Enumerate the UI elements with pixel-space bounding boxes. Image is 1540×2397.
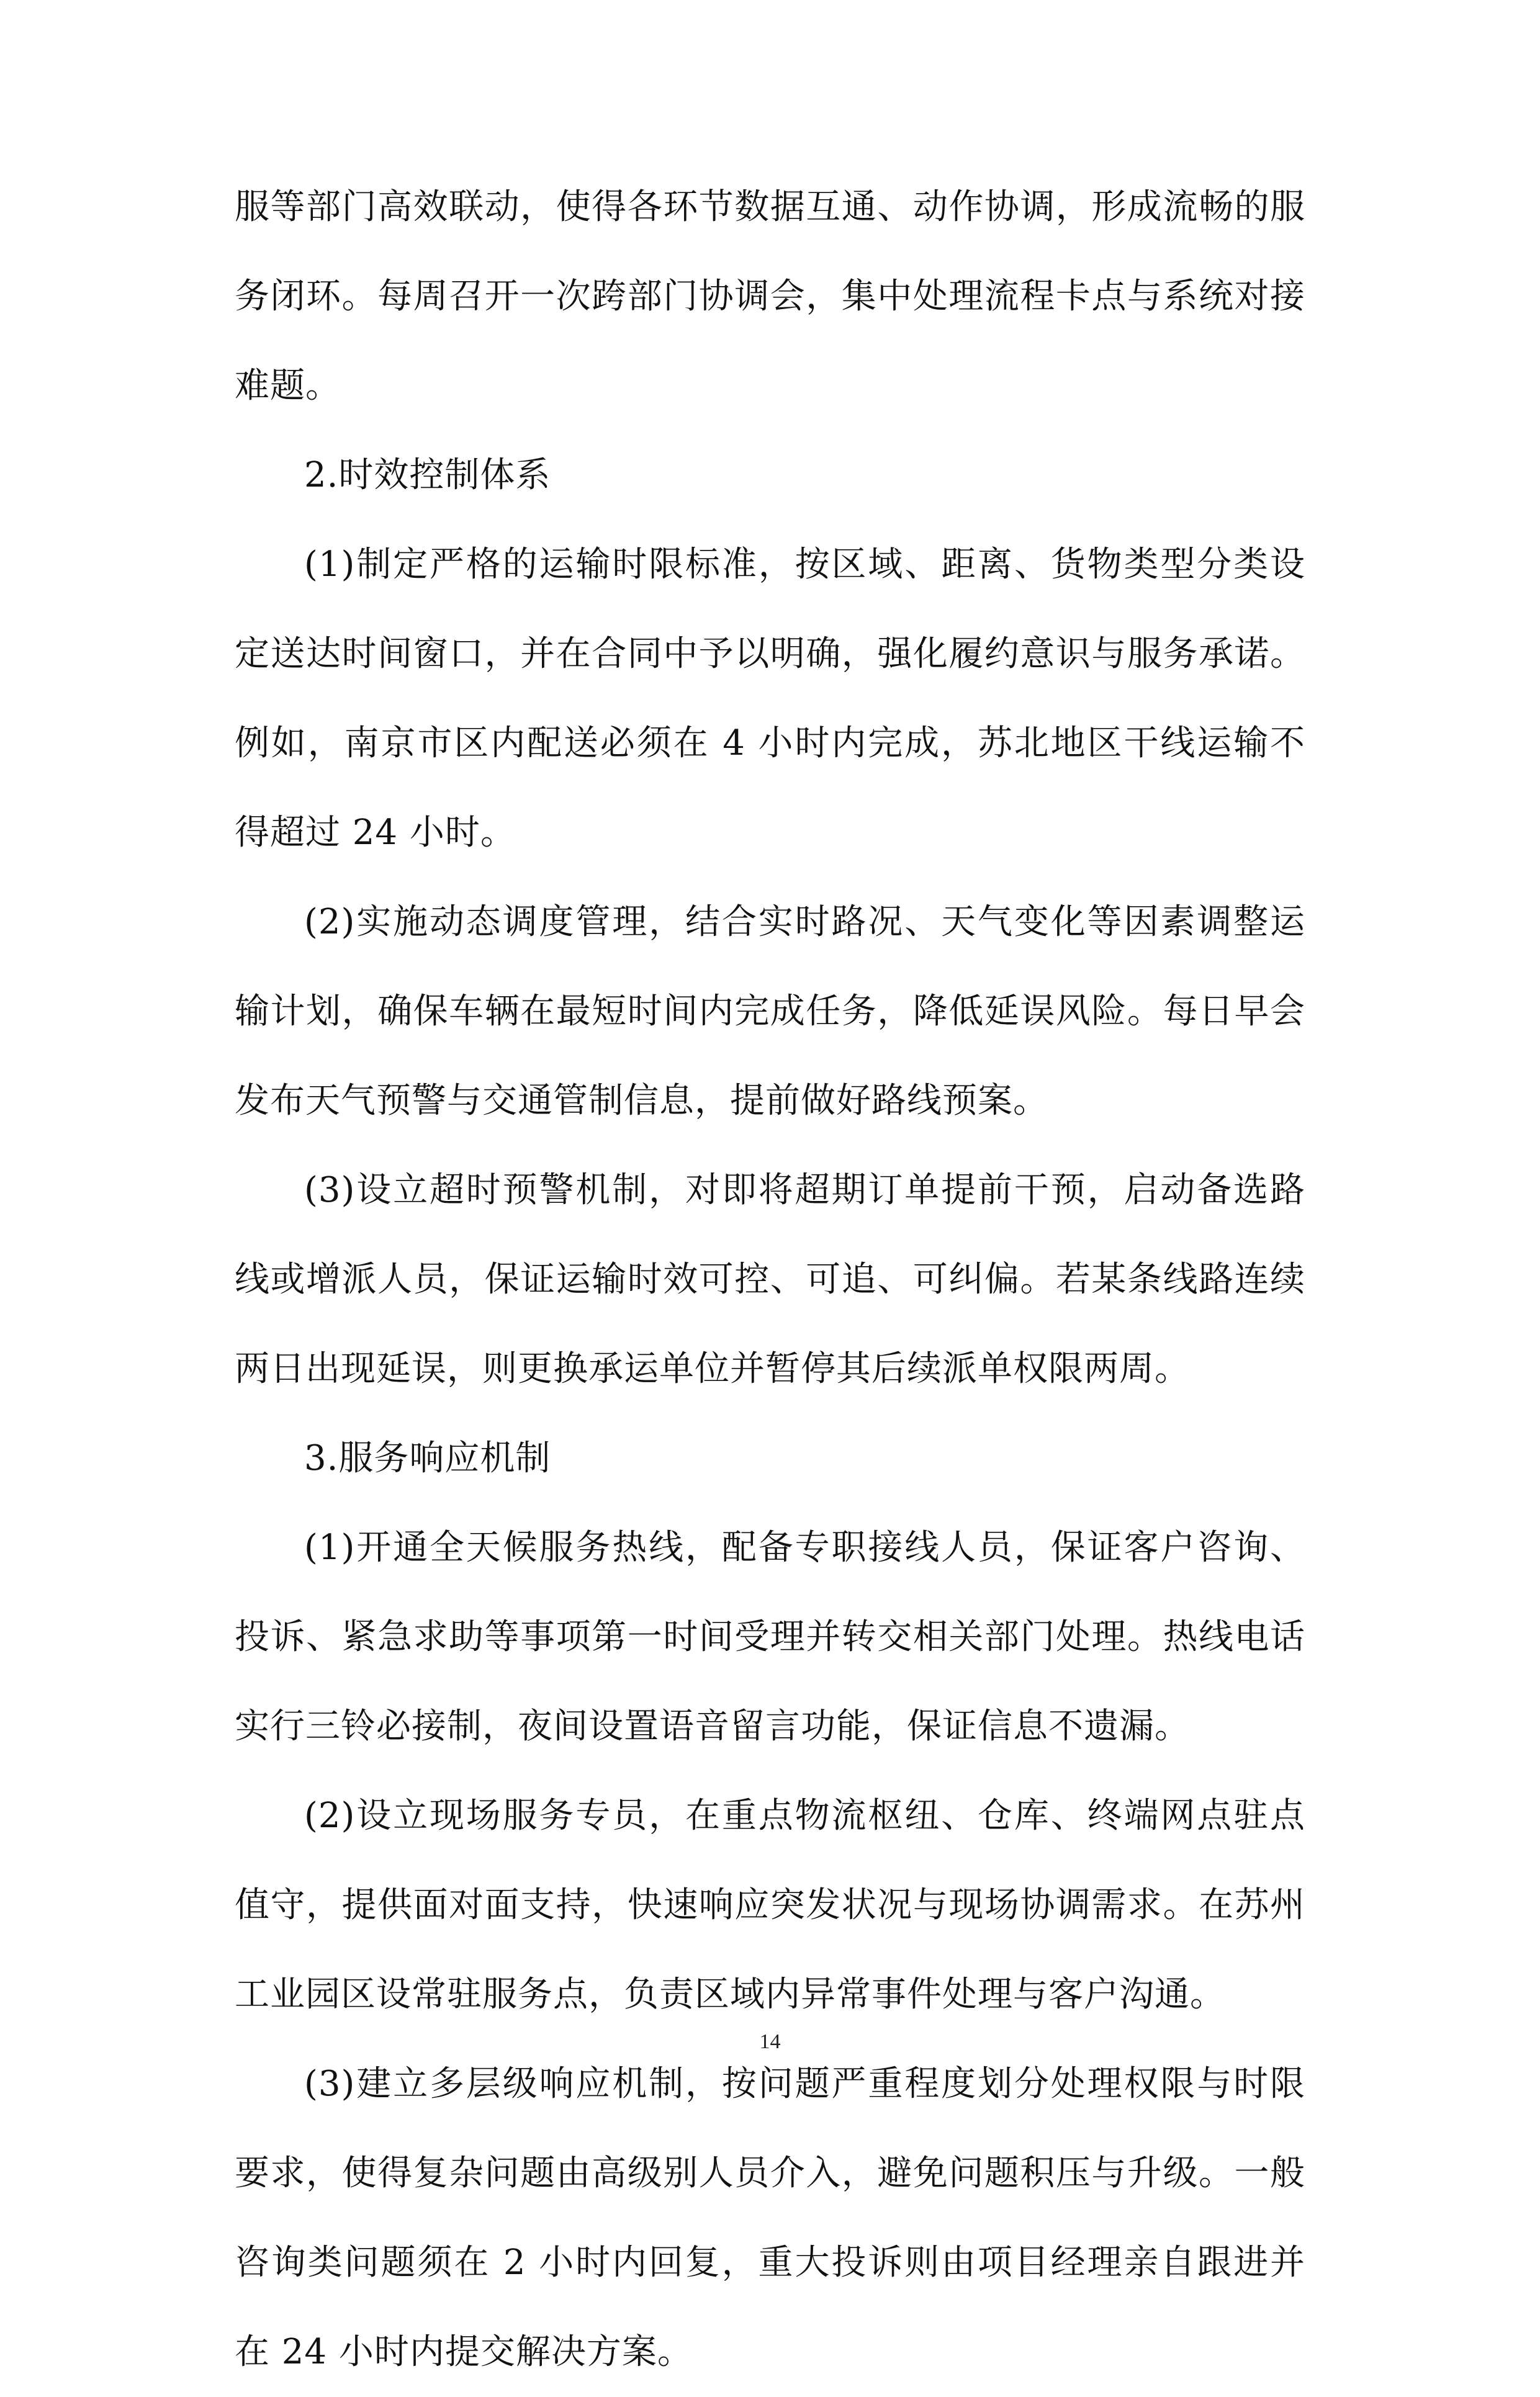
paragraph-onsite-service: (2)设立现场服务专员，在重点物流枢纽、仓库、终端网点驻点值守，提供面对面支持，快速响应突发状况与现场协调需求。在苏州工业园区设常驻服务点，负责区域内异常事件处理与客户沟通。	[235, 1796, 1305, 2015]
paragraph-dynamic-dispatch: (2)实施动态调度管理，结合实时路况、天气变化等因素调整运输计划，确保车辆在最短时间内完成任务，降低延误风险。每日早会发布天气预警与交通管制信息，提前做好路线预案。	[235, 902, 1305, 1121]
section-heading-time-control: 2.时效控制体系	[304, 455, 551, 495]
paragraph-time-limit-standard: (1)制定严格的运输时限标准，按区域、距离、货物类型分类设定送达时间窗口，并在合同中予以明确，强化履约意识与服务承诺。例如，南京市区内配送必须在 4 小时内完成，苏北地区干线运输不得超过 24 小时。	[235, 544, 1305, 853]
paragraph-multilevel-response: (3)建立多层级响应机制，按问题严重程度划分处理权限与时限要求，使得复杂问题由高级别人员介入，避免问题积压与升级。一般咨询类问题须在 2 小时内回复，重大投诉则由项目经理亲自跟进并在 24 小时内提交解决方案。	[235, 2064, 1305, 2372]
paragraph-continuation: 服等部门高效联动，使得各环节数据互通、动作协调，形成流畅的服务闭环。每周召开一次跨部门协调会，集中处理流程卡点与系统对接难题。	[235, 187, 1305, 406]
paragraph-overtime-warning: (3)设立超时预警机制，对即将超期订单提前干预，启动备选路线或增派人员，保证运输时效可控、可追、可纠偏。若某条线路连续两日出现延误，则更换承运单位并暂停其后续派单权限两周。	[235, 1170, 1305, 1389]
paragraph-service-hotline: (1)开通全天候服务热线，配备专职接线人员，保证客户咨询、投诉、紧急求助等事项第一时间受理并转交相关部门处理。热线电话实行三铃必接制，夜间设置语音留言功能，保证信息不遗漏。	[235, 1527, 1305, 1747]
document-body	[235, 163, 1305, 2397]
page-number: 14	[759, 2030, 781, 2053]
section-heading-service-response: 3.服务响应机制	[304, 1438, 551, 1478]
